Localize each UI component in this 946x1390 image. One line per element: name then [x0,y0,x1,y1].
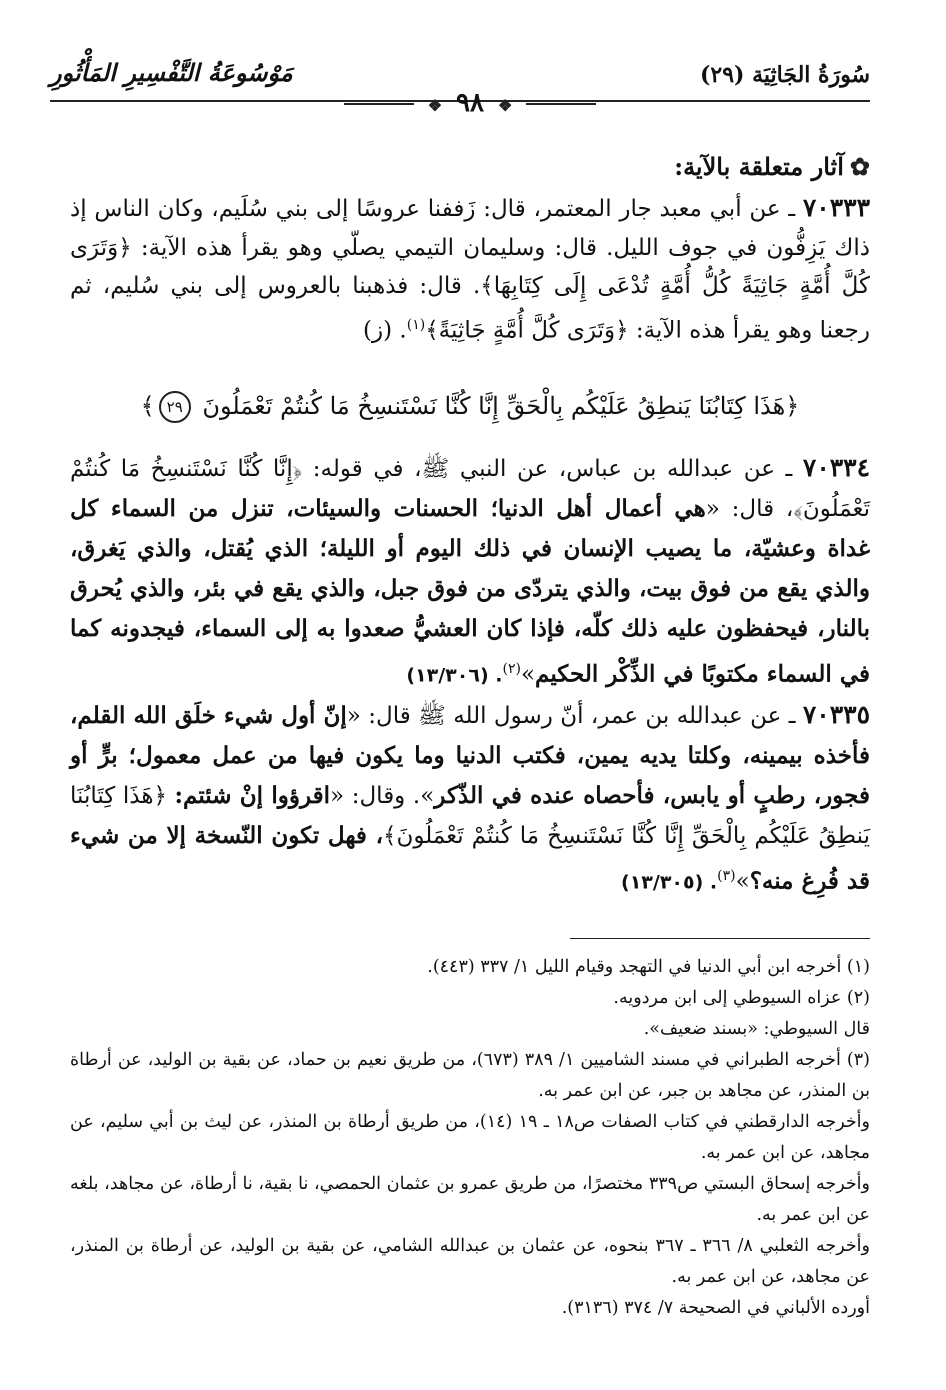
footnotes [70,952,870,1324]
hadith-text: إنّ أول شيء خلَق الله القلم، فأخذه بيمينه، وكلتا يديه يمين، فكتب الدنيا وما يكون فيها من عمل معمول؛ برٍّ أو فجور، رطبٍ أو يابس، فأحصاه عنده في الذّكر [70,702,870,810]
narration-70334 [70,448,870,696]
footnote: أورده الألباني في الصحيحة ٧/ ٣٧٤ (٣١٣٦). [561,1298,870,1318]
quran-quote: ﴿وَتَرَى كُلَّ أُمَّةٍ جَاثِيَةً﴾ [425,317,629,344]
ayah-number-badge: ٢٩ [159,391,191,423]
ayah-close-bracket: ﴾ [140,391,155,420]
footnote: (٣) أخرجه الطبراني في مسند الشاميين ١/ ٣٨٩ (٦٧٣)، من طريق نعيم بن حماد، عن بقية بن الوليد، عن أرطاة بن المنذر، عن مجاهد بن جبر، عن ابن عمر به. [70,1050,870,1101]
footnote-mark: (٣) [717,868,736,885]
ayah-block [70,386,870,426]
footnote: وأخرجه إسحاق البستي ص٣٣٩ مختصرًا، من طريق عمرو بن عثمان الحمصي، نا بقية، نا أرطاة، عن مجاهد، بلغه عن ابن عمر به. [70,1174,870,1225]
flower-ornament-icon: ✿ [849,152,870,181]
page-number-row [300,88,640,122]
reference: . (١٣/٣٠٥) [621,871,718,894]
footnote-mark: (٢) [502,660,521,677]
quran-quote: ﴿إِنَّا كُنَّا نَسْتَنسِخُ مَا كُنتُمْ تَعْمَلُونَ﴾ [70,455,870,522]
narration-number: ٧٠٣٣٣ [802,193,870,222]
section-title-text: آثار متعلقة بالآية: [674,152,844,181]
reference: . (ز) [363,317,407,344]
quran-quote: ﴿هَذَا كِتَابُنَا يَنطِقُ عَلَيْكُم بِالْحَقِّ إِنَّا كُنَّا نَسْتَنسِخُ مَا كُنتُمْ تَعْمَلُونَ﴾ [70,783,870,850]
ornament-line-right [526,103,596,105]
book-running-title: مَوْسُوعَةُ التَّفْسِيرِ المَأْثُورِ [50,58,293,87]
surah-running-title: سُورَةُ الجَاثِيَة (٢٩) [699,62,870,88]
narration-text: ـ عن عبدالله بن عمر، أنّ رسول الله ﷺ قال: « [346,703,796,730]
narration-number: ٧٠٣٣٤ [802,452,871,482]
footnote: قال السيوطي: «بسند ضعيف». [643,1019,870,1039]
narration-text: ـ عن أبي معبد جار المعتمر، قال: زَففنا عروسًا إلى بني سُلَيم، وكان الناس إذ ذاك يَزِفُّون في جوف الليل. قال: وسليمان التيمي يصلّي وهو يقرأ هذه الآية: [70,196,870,261]
footnote: وأخرجه الدارقطني في كتاب الصفات ص١٨ ـ ١٩ (١٤)، من طريق أرطاة بن المنذر، عن ليث بن أبي سليم، عن مجاهد، عن ابن عمر به. [70,1112,870,1163]
main-content [70,145,870,903]
footnote-mark: (١) [406,316,426,333]
narration-text: ». وقال: « [330,783,435,810]
footnote: (١) أخرجه ابن أبي الدنيا في التهجد وقيام الليل ١/ ٣٣٧ (٤٤٣). [427,957,870,977]
footnote-rule [570,938,870,939]
footnote: (٢) عزاه السيوطي إلى ابن مردويه. [613,988,870,1008]
hadith-text: ، فهل تكون النّسخة إلا من شيء قد فُرِغ منه؟ [70,822,870,895]
reference: . (١٣/٣٠٦) [406,664,503,687]
narration-text: ـ عن عبدالله بن عباس، عن النبي ﷺ، في قوله: [312,455,793,482]
section-heading [70,145,870,189]
narration-70333 [70,189,870,350]
quote-close: » [520,661,536,688]
narration-number: ٧٠٣٣٥ [802,700,870,730]
quote-close: » [735,868,750,895]
narration-text: ، قال: « [705,495,794,522]
ornament-line-left [344,103,414,105]
hadith-text: اقرؤوا إنْ شئتم: [174,782,331,810]
ornament-icon: ❖ [427,96,443,115]
page-number: ٩٨ [456,88,484,118]
narration-70335 [70,695,870,903]
footnote: وأخرجه الثعلبي ٨/ ٣٦٦ ـ ٣٦٧ بنحوه، عن عثمان بن عبدالله الشامي، عن بقية بن الوليد، عن أرطاة بن المنذر، عن مجاهد، عن ابن عمر به. [70,1236,870,1287]
hadith-text: هي أعمال أهل الدنيا؛ الحسنات والسيئات، تنزل من السماء كل غداة وعشيّة، ما يصيب الإنسان في ذلك اليوم أو الليلة؛ الذي يُقتل، والذي يَغرق، والذي يقع من فوق بيت، والذي يتردّى من فوق جبل، والذي يقع في بئر، والذي يُحرق بالنار، فيحفظون عليه ذلك كلّه، فإذا كان العشيُّ صعدوا به إلى السماء، فيجدونه كما في السماء مكتوبًا في الذِّكْر الحكيم [70,494,870,688]
ayah-text: ﴿هَذَا كِتَابُنَا يَنطِقُ عَلَيْكُم بِالْحَقِّ إِنَّا كُنَّا نَسْتَنسِخُ مَا كُنتُمْ تَعْمَلُونَ [202,391,800,420]
ornament-icon: ❖ [497,96,513,115]
narration-text: . قال: فذهبنا بالعروس إلى بني سُليم، ثم رجعنا وهو يقرأ هذه الآية: [70,273,870,344]
quran-quote: ﴿وَتَرَى كُلَّ أُمَّةٍ جَاثِيَةً كُلُّ أُمَّةٍ تُدْعَى إِلَى كِتَابِهَا﴾ [70,234,870,299]
